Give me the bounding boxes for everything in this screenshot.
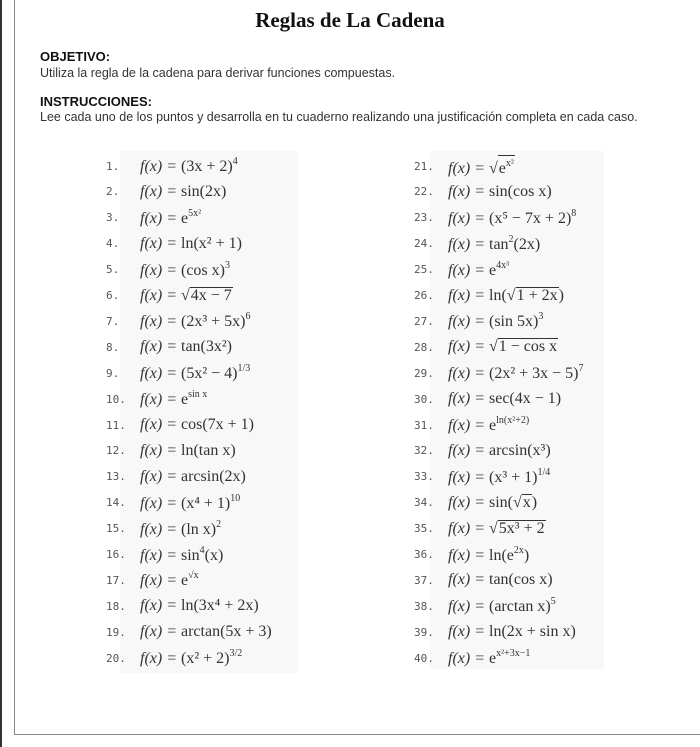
formula-exponent: 3: [538, 311, 544, 323]
problem-number: 12.: [106, 444, 126, 458]
formula-exponent: 10: [230, 492, 241, 504]
formula-lhs: f(x) =: [448, 623, 489, 641]
formula-text: (sin 5x): [489, 313, 539, 331]
problem-number: 32.: [414, 444, 434, 458]
problem-item: [414, 568, 553, 592]
problem-formula: [140, 493, 240, 513]
square-root: [181, 287, 233, 305]
problem-formula: [448, 467, 550, 487]
formula-text: sin: [181, 546, 200, 564]
problem-item: [106, 361, 250, 385]
formula-text: tan(3x²): [181, 338, 232, 356]
formula-text: sin(: [489, 493, 513, 511]
objective-heading: OBJETIVO:: [40, 49, 111, 64]
problem-item: [106, 568, 199, 592]
formula-text: e: [181, 572, 189, 590]
problem-item: [106, 594, 259, 618]
problem-formula: [448, 155, 515, 178]
formula-text: (5x² − 4): [181, 365, 238, 383]
problem-item: [106, 232, 242, 256]
formula-lhs: f(x) =: [140, 467, 181, 485]
formula-lhs: f(x) =: [140, 520, 181, 538]
problem-item: [414, 543, 529, 567]
problem-formula: [140, 648, 242, 668]
radicand: [522, 494, 532, 510]
formula-lhs: f(x) =: [448, 209, 489, 227]
formula-exponent: 7: [578, 363, 584, 375]
formula-lhs: f(x) =: [448, 159, 489, 177]
problem-formula: [448, 571, 553, 589]
problem-item: [414, 439, 551, 463]
problem-formula: [448, 442, 551, 460]
formula-text: (x): [204, 546, 224, 564]
formula-lhs: f(x) =: [140, 572, 181, 590]
formula-text: 1 + 2x: [516, 286, 558, 304]
formula-lhs: f(x) =: [448, 546, 489, 564]
problem-number: 31.: [414, 418, 434, 432]
problem-number: 1.: [106, 159, 120, 173]
problem-number: 40.: [414, 651, 434, 665]
problem-item: [106, 206, 201, 230]
problem-number: 38.: [414, 599, 434, 613]
problem-formula: [140, 570, 199, 590]
formula-lhs: f(x) =: [140, 209, 181, 227]
problem-item: [414, 620, 576, 644]
formula-lhs: f(x) =: [448, 468, 489, 486]
problem-number: 8.: [106, 340, 120, 354]
problem-item: [414, 284, 564, 308]
formula-text: (3x + 2): [181, 158, 233, 175]
problem-item: [106, 439, 236, 463]
formula-lhs: f(x) =: [140, 597, 181, 615]
problem-number: 9.: [106, 366, 120, 380]
problem-item: [106, 309, 250, 333]
problem-formula: [140, 235, 242, 253]
problem-item: [106, 491, 240, 515]
problem-number: 25.: [414, 263, 434, 277]
radicand: [498, 338, 558, 354]
problem-formula: [448, 183, 552, 201]
radical-sign-icon: √: [506, 286, 516, 304]
formula-text: ln(: [489, 286, 507, 304]
problem-item: [106, 180, 226, 204]
problem-formula: [140, 623, 272, 641]
problem-number: 27.: [414, 314, 434, 328]
formula-lhs: f(x) =: [448, 261, 489, 279]
problem-formula: [140, 260, 230, 280]
square-root: [513, 494, 532, 512]
square-root: [489, 338, 558, 356]
formula-text: ln(e: [489, 546, 514, 564]
formula-exponent: 3/2: [229, 648, 243, 660]
problem-formula: [140, 468, 246, 486]
problem-formula: [448, 338, 558, 356]
problem-number: 20.: [106, 651, 126, 665]
problem-formula: [140, 442, 236, 460]
formula-text: (2x): [513, 235, 541, 253]
problem-formula: [448, 363, 584, 383]
formula-text: cos(7x + 1): [181, 416, 255, 433]
formula-lhs: f(x) =: [140, 365, 181, 383]
problem-item: [414, 232, 540, 256]
radical-sign-icon: √: [489, 159, 498, 177]
formula-text: x: [522, 493, 531, 511]
formula-text: (2x² + 3x − 5): [489, 365, 579, 383]
formula-exponent: 1/4: [537, 466, 551, 478]
formula-text: 1 − cos x: [498, 338, 558, 356]
problem-item: [106, 517, 221, 541]
problem-number: 10.: [106, 392, 126, 406]
formula-text: (cos x): [181, 261, 225, 279]
formula-lhs: f(x) =: [448, 571, 489, 589]
instructions-heading: INSTRUCCIONES:: [40, 94, 152, 109]
square-root: [489, 520, 546, 538]
problem-number: 39.: [414, 625, 434, 639]
formula-text: sin(2x): [181, 182, 227, 200]
problem-formula: [448, 648, 530, 668]
formula-text: e: [489, 417, 497, 434]
problem-item: [414, 206, 576, 230]
formula-exponent: 2: [216, 518, 222, 530]
problem-formula: [140, 183, 226, 201]
problem-formula: [448, 311, 543, 331]
objective-text: Utiliza la regla de la cadena para derivar funciones compuestas.: [40, 66, 396, 80]
formula-exponent: sin x: [188, 389, 208, 401]
page-title: Reglas de La Cadena: [255, 8, 445, 32]
problem-formula: [448, 287, 564, 305]
problem-number: 19.: [106, 625, 126, 639]
problem-formula: [140, 545, 223, 565]
formula-exponent: √x: [188, 570, 199, 582]
problem-number: 11.: [106, 418, 126, 432]
problem-formula: [448, 260, 509, 280]
problem-formula: [140, 287, 233, 305]
formula-exponent: 5: [550, 596, 556, 608]
radical-sign-icon: √: [181, 286, 190, 304]
problem-item: [414, 465, 550, 489]
problem-number: 4.: [106, 237, 120, 251]
problem-number: 23.: [414, 211, 434, 225]
problem-item: [106, 335, 232, 359]
formula-exponent: x²+3x−1: [496, 648, 531, 660]
formula-lhs: f(x) =: [448, 365, 489, 383]
problem-formula: [140, 389, 207, 409]
formula-lhs: f(x) =: [448, 650, 489, 668]
square-root: [489, 155, 515, 178]
problem-item: [106, 154, 238, 178]
problem-item: [106, 646, 242, 670]
problem-item: [414, 413, 529, 437]
formula-lhs: f(x) =: [448, 338, 489, 356]
problem-number: 24.: [414, 237, 434, 251]
formula-text: ): [531, 493, 538, 511]
radicand: [516, 287, 559, 303]
problem-number: 21.: [414, 159, 434, 173]
problem-item: [106, 620, 272, 644]
problem-item: [414, 154, 515, 178]
problem-number: 3.: [106, 211, 120, 225]
formula-lhs: f(x) =: [140, 623, 181, 641]
problem-number: 34.: [414, 496, 434, 510]
problem-number: 37.: [414, 573, 434, 587]
problem-item: [106, 284, 233, 308]
formula-lhs: f(x) =: [448, 598, 489, 616]
formula-lhs: f(x) =: [448, 441, 489, 459]
problem-item: [414, 335, 558, 359]
formula-text: tan(cos x): [489, 571, 553, 589]
problem-item: [414, 361, 584, 385]
problem-item: [106, 543, 223, 567]
formula-lhs: f(x) =: [448, 235, 489, 253]
problem-formula: [140, 363, 250, 383]
formula-lhs: f(x) =: [140, 286, 181, 304]
formula-lhs: f(x) =: [140, 416, 181, 433]
problem-number: 7.: [106, 314, 120, 328]
problem-item: [414, 309, 543, 333]
formula-lhs: f(x) =: [140, 494, 181, 512]
formula-text: 5x³ + 2: [498, 519, 545, 537]
formula-text: (ln x): [181, 520, 217, 538]
formula-text: (x⁵ − 7x + 2): [489, 209, 572, 227]
formula-exponent: x²: [505, 157, 514, 169]
formula-text: (x² + 2): [181, 650, 230, 668]
problem-item: [414, 646, 530, 670]
radicand: [498, 155, 515, 176]
formula-lhs: f(x) =: [140, 650, 181, 668]
formula-text: ln(x² + 1): [181, 234, 242, 252]
formula-text: arctan(5x + 3): [181, 623, 272, 641]
formula-text: e: [181, 209, 189, 227]
problem-formula: [448, 494, 537, 512]
problem-formula: [448, 520, 546, 538]
problem-number: 13.: [106, 470, 126, 484]
formula-exponent: 2x: [513, 544, 524, 556]
formula-text: ln(3x⁴ + 2x): [181, 597, 259, 615]
formula-lhs: f(x) =: [140, 441, 181, 459]
page-edge: [0, 0, 2, 747]
formula-text: ln(tan x): [181, 441, 236, 459]
problem-formula: [448, 623, 576, 641]
problem-number: 33.: [414, 470, 434, 484]
problem-number: 17.: [106, 573, 126, 587]
formula-text: ln(2x + sin x): [489, 623, 576, 641]
formula-exponent: 4x³: [496, 259, 510, 271]
problem-number: 18.: [106, 599, 126, 613]
formula-lhs: f(x) =: [140, 234, 181, 252]
formula-lhs: f(x) =: [448, 493, 489, 511]
problem-number: 5.: [106, 263, 120, 277]
formula-text: e: [181, 391, 189, 409]
problem-formula: [140, 519, 221, 539]
problem-number: 14.: [106, 496, 126, 510]
problem-item: [106, 413, 254, 437]
problem-item: [414, 594, 556, 618]
formula-text: sin(cos x): [489, 182, 552, 200]
problem-item: [414, 491, 537, 515]
radicand: [190, 287, 233, 303]
problem-item: [414, 517, 546, 541]
problem-formula: [140, 208, 201, 228]
formula-lhs: f(x) =: [448, 417, 489, 434]
formula-text: ): [523, 546, 530, 564]
formula-lhs: f(x) =: [140, 313, 181, 331]
formula-text: e: [489, 261, 497, 279]
problem-formula: [140, 338, 232, 356]
problem-number: 29.: [414, 366, 434, 380]
formula-text: tan: [489, 235, 509, 253]
problem-item: [106, 258, 230, 282]
problem-number: 15.: [106, 522, 126, 536]
problem-number: 30.: [414, 392, 434, 406]
problem-formula: [140, 597, 259, 615]
formula-text: sec(4x − 1): [489, 390, 562, 408]
problem-item: [106, 465, 246, 489]
formula-exponent: 6: [245, 311, 251, 323]
formula-exponent: 3: [224, 259, 230, 271]
problem-formula: [448, 208, 576, 228]
formula-lhs: f(x) =: [448, 313, 489, 331]
formula-exponent: 2: [508, 233, 514, 245]
formula-text: e: [489, 650, 497, 668]
problem-formula: [448, 545, 529, 565]
problem-formula: [140, 416, 254, 434]
problem-formula: [448, 596, 556, 616]
formula-exponent: 8: [571, 207, 577, 219]
radical-sign-icon: √: [489, 338, 498, 356]
formula-text: (x³ + 1): [489, 468, 538, 486]
problem-number: 35.: [414, 522, 434, 536]
formula-text: arcsin(x³): [489, 441, 551, 459]
formula-lhs: f(x) =: [448, 182, 489, 200]
formula-exponent: 4: [199, 544, 205, 556]
formula-lhs: f(x) =: [140, 261, 181, 279]
radical-sign-icon: √: [489, 519, 498, 537]
formula-text: 4x − 7: [190, 286, 232, 304]
formula-exponent: 1/3: [237, 363, 251, 375]
instructions-text: Lee cada uno de los puntos y desarrolla en tu cuaderno realizando una justificación completa en cada caso.: [40, 110, 638, 124]
problem-number: 22.: [414, 185, 434, 199]
problem-formula: [140, 156, 238, 176]
formula-text: (2x³ + 5x): [181, 313, 246, 331]
formula-text: arcsin(2x): [181, 467, 246, 485]
problem-formula: [448, 415, 529, 435]
problem-number: 36.: [414, 548, 434, 561]
formula-lhs: f(x) =: [140, 391, 181, 409]
problem-number: 26.: [414, 289, 434, 302]
problem-number: 28.: [414, 340, 434, 354]
problem-item: [414, 180, 552, 204]
problem-item: [106, 387, 207, 411]
radical-sign-icon: √: [513, 493, 522, 511]
problem-number: 6.: [106, 289, 120, 302]
formula-text: (x⁴ + 1): [181, 494, 231, 512]
formula-lhs: f(x) =: [448, 390, 489, 408]
problem-formula: [140, 311, 250, 331]
problem-item: [414, 258, 509, 282]
formula-exponent: 5x²: [188, 207, 202, 219]
formula-text: e: [498, 159, 506, 177]
problem-item: [414, 387, 561, 411]
formula-lhs: f(x) =: [140, 546, 181, 564]
formula-lhs: f(x) =: [448, 519, 489, 537]
formula-lhs: f(x) =: [140, 182, 181, 200]
problem-number: 2.: [106, 185, 120, 199]
square-root: [507, 287, 559, 305]
formula-text: (arctan x): [489, 598, 551, 616]
problem-formula: [448, 390, 561, 408]
formula-exponent: 4: [232, 156, 238, 167]
formula-exponent: ln(x²+2): [496, 415, 530, 426]
formula-lhs: f(x) =: [448, 286, 489, 304]
formula-lhs: f(x) =: [140, 158, 181, 175]
radicand: [498, 520, 546, 536]
formula-text: ): [558, 286, 564, 304]
formula-lhs: f(x) =: [140, 338, 181, 356]
problem-number: 16.: [106, 548, 126, 561]
problem-formula: [448, 234, 540, 254]
